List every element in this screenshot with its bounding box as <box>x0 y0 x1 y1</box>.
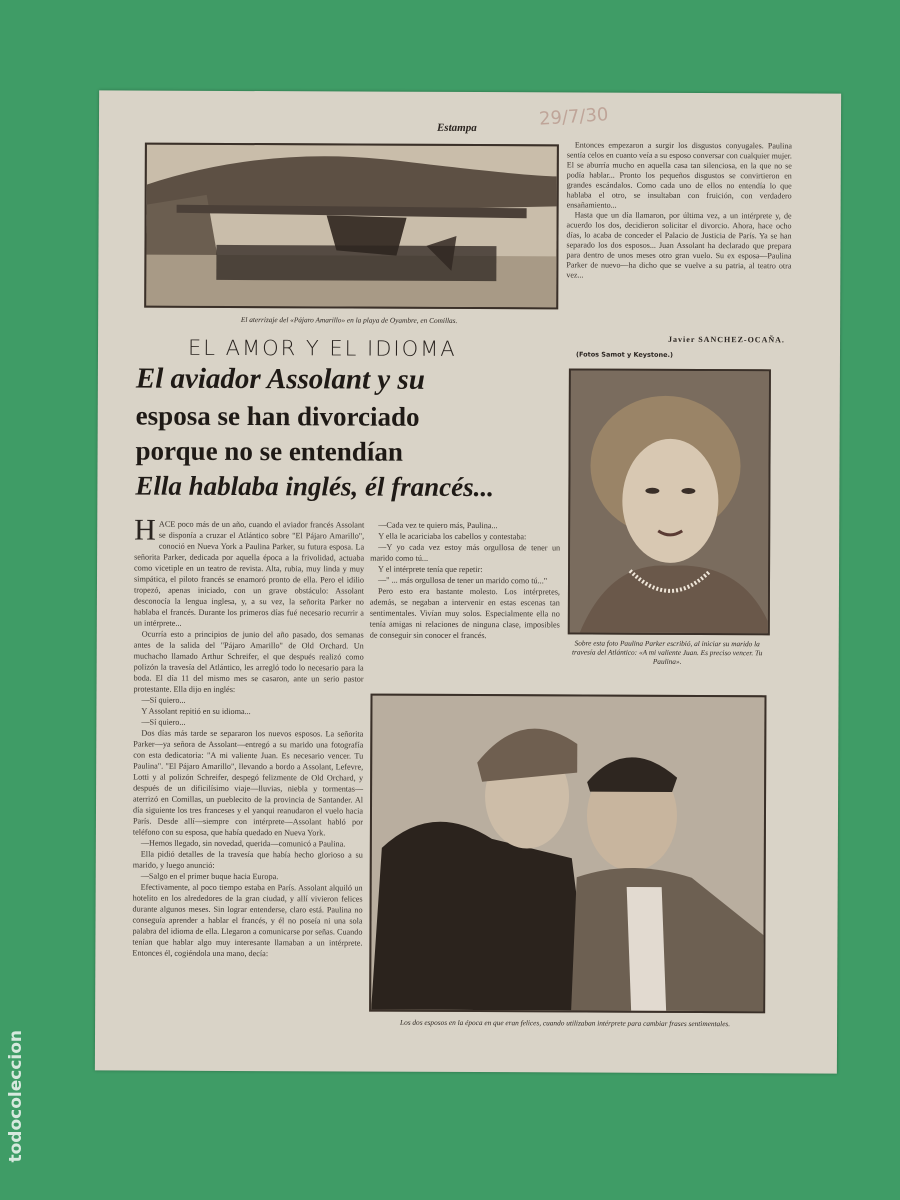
paragraph: Ocurría esto a principios de junio del año pasado, dos semanas antes de la salida del "Pájaro Amarillo" de Old Orchard. Un muchacho llamado Arthur Schreifer, el que después realizó como polizón la travesía del Atlántico, les arregló todo lo necesario para la boda. El día 11 del mismo mes se casaron, ante un serio pastor protestante. Ella dijo en inglés: <box>133 629 364 694</box>
author-signature: Javier SANCHEZ-OCAÑA. <box>668 334 785 345</box>
body-column-1 <box>132 513 365 960</box>
paragraph: —Hemos llegado, sin novedad, querida—comunicó a Paulina. <box>140 838 346 849</box>
handwritten-date: 29/7/30 <box>538 104 610 130</box>
watermark: todocoleccion <box>6 1030 26 1163</box>
couple-photo <box>369 694 766 1014</box>
magazine-page <box>95 90 841 1073</box>
paragraph: Ella pidió detalles de la travesía que había hecho glorioso a su marido, y luego anunció: <box>132 849 363 870</box>
paragraph: —" ... más orgullosa de tener un marido como tú..." <box>377 575 548 586</box>
paragraph: Dos días más tarde se separaron los nuevos esposos. La señorita Parker—ya señora de Assolant—entregó a su marido una fotografía con esta dedicatoria: "A mi valiente Juan. Es necesario vencer. Tu Paulina". "El Pájaro Amarillo", llevando a bordo a Assolant, Lefevre, Lotti y al polizón Schreifer, despegó felizmente de Old Orchard, y después de un dificilísimo viaje—lluvias, niebla y tormentas—aterrizó en Comillas, un pueblecito de la provincia de Santander. Al día siguiente los tres franceses y el yanqui reanudaron el vuelo hacia París. Desde allí—siempre con intérprete—Assolant habló por teléfono con su esposa, que había quedado en Nueva York. <box>132 728 364 838</box>
paragraph: —Sí quiero... <box>141 717 186 727</box>
airplane-landing-photo <box>144 143 559 310</box>
paragraph: —Salgo en el primer buque hacia Europa. <box>140 871 279 882</box>
couple-photo-caption: Los dos esposos en la época en que eran felices, cuando utilizaban intérprete para cambiar frases sentimentales. <box>400 1017 731 1029</box>
paragraph: Y Assolant repitió en su idioma... <box>141 706 251 717</box>
paragraph: Hasta que un día llamaron, por última vez, a un intérprete y, de acuerdo los dos, decidieron solicitar el divorcio. Ahora, hace ocho días, lo acaba de conceder el Palacio de Justicia de París. Ya se han separado los dos esposos... Juan Assolant ha declarado que prepara para dentro de unos meses otro gran vuelo. Su ex esposa—Paulina Parker de nuevo—ha dicho que se vuelve a su patria, al teatro otra vez... <box>566 210 792 280</box>
paragraph: —Y yo cada vez estoy más orgullosa de tener un marido como tú... <box>370 542 561 563</box>
headline-line-1: El aviador Assolant y su <box>135 362 425 396</box>
portrait-photo-paulina <box>568 368 771 635</box>
paragraph: Y el intérprete tenía que repetir: <box>378 564 483 575</box>
paragraph: Efectivamente, al poco tiempo estaba en París. Assolant alquiló un hotelito en los alrededores de la gran ciudad, y allí vivieron felices durante algunos meses. Sin lograr entenderse, claro está. Paulina no conseguía aprender a hablar el francés, y él no poseía ni una sola palabra del idioma de ella. Llegaron a comunicarse por señas. Cuando tenían que hablar algo muy interesante llamaban a un intérprete. Entonces él, cogiéndola una mano, decía: <box>132 882 363 959</box>
paragraph: Y ella le acariciaba los cabellos y contestaba: <box>378 531 527 542</box>
paragraph: Entonces empezaron a surgir los disgustos conyugales. Paulina sentía celos en cuanto veía a su esposo conversar con cualquier mujer. El se aburría mucho en aquella casa tan silenciosa, en la que no se podía hablar... Pronto los pequeños disgustos se convirtieron en grandes escándalos. Como cada uno de ellos no entendía lo que hablaba el otro, se insultaban con fruición, con verdadero ensañamiento... <box>566 140 792 210</box>
paragraph: ACE poco más de un año, cuando el aviador francés Assolant se disponía a cruzar el Atlántico sobre "El Pájaro Amarillo", conoció en Nueva York a Paulina Parker, su futura esposa. La señorita Parker, dedicada por aquella época a la frivolidad, actuaba como vicetiple en un teatro de revista. Alta, rubia, muy linda y muy simpática, el piloto francés se enamoró pronto de ella. Pero el idilio tropezó, apenas iniciado, con un grave obstáculo: Assolant desconocía la lengua inglesa, y, a su vez, la señorita Parker no hablaba el francés. Durante los primeros días fué necesario recurrir a un intérprete... <box>133 519 365 628</box>
portrait-caption: Sobre esta foto Paulina Parker escribió, al iniciar su marido la travesía del Atlántico: «A mi valiente Juan. Es preciso vencer. Tu Paulina». <box>571 638 763 667</box>
paragraph: —Cada vez te quiero más, Paulina... <box>378 520 498 531</box>
drop-cap: H <box>134 513 156 547</box>
headline-subtitle: Ella hablaba inglés, él francés... <box>135 470 494 503</box>
photo-credit: (Fotos Samot y Keystone.) <box>575 350 673 359</box>
masthead: Estampa <box>436 121 477 135</box>
headline-kicker: EL AMOR Y EL IDIOMA <box>187 335 457 361</box>
right-column-text <box>566 140 792 281</box>
headline-line-2: esposa se han divorciado <box>135 400 420 432</box>
paragraph: Pero esto era bastante molesto. Los intérpretes, además, se negaban a intervenir en estas escenas tan sentimentales. Vivían muy solos. Especialmente ella no tenía amigas ni relaciones de ninguna clase, imposibles de conseguir sin conocer el francés. <box>369 586 560 641</box>
top-photo-caption: El aterrizaje del «Pájaro Amarillo» en la playa de Oyambre, en Comillas. <box>240 315 458 325</box>
paragraph: —Sí quiero... <box>141 695 186 705</box>
headline-line-3: porque no se entendían <box>135 435 403 467</box>
body-column-2 <box>370 520 561 642</box>
